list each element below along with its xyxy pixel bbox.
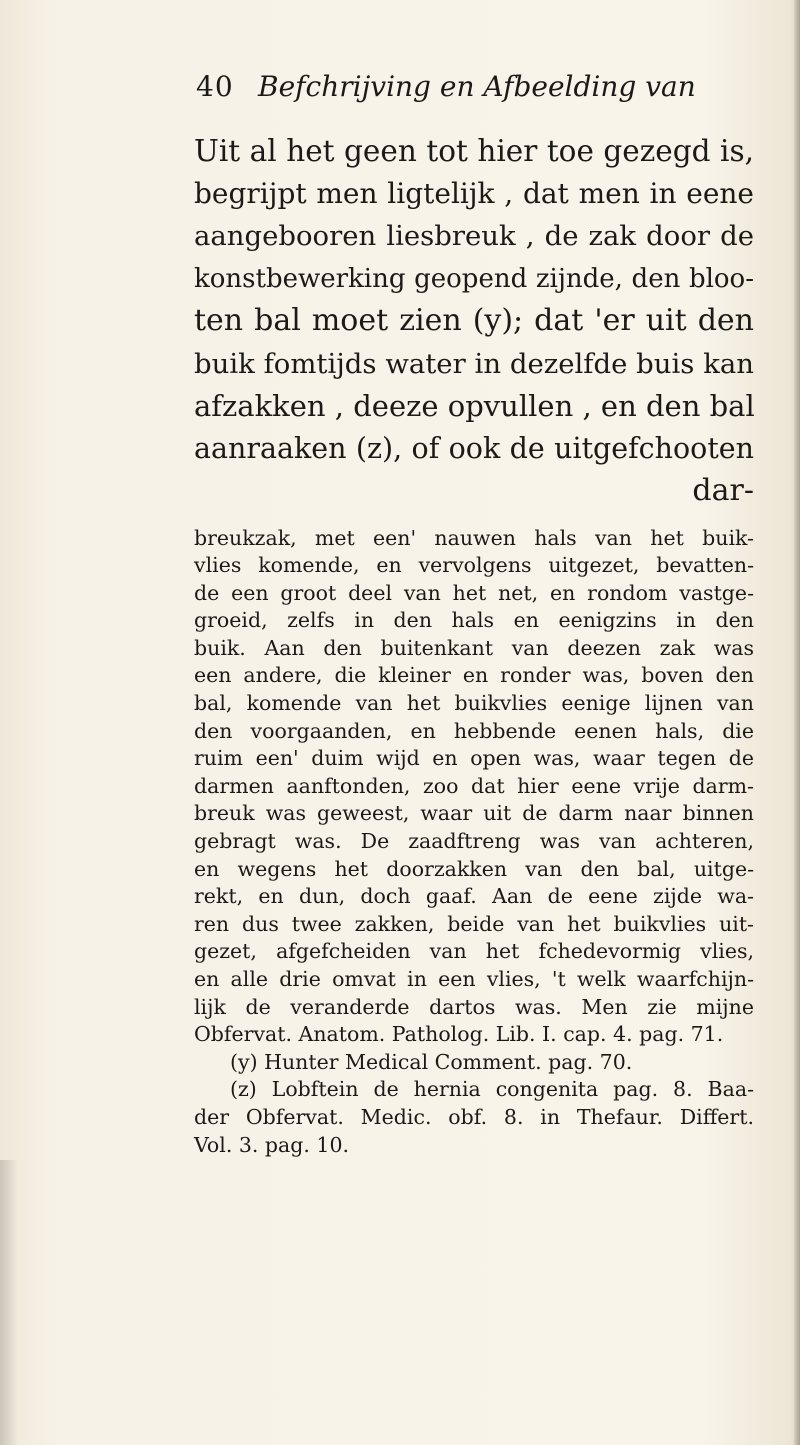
text-line: de een groot deel van het net, en rondom vastge- <box>194 580 754 605</box>
footnote-z: (z) Lobftein de hernia congenita pag. 8. Baa- <box>230 1077 754 1102</box>
text-line: ren dus twee zakken, beide van het buikvlies uit- <box>194 911 754 936</box>
page-edge <box>794 0 800 1445</box>
footnote-z-continued: der Obfervat. Medic. obf. 8. in Thefaur. Differt. <box>194 1104 754 1129</box>
text-line: Obfervat. Anatom. Patholog. Lib. I. cap. 4. pag. 71. <box>194 1022 724 1047</box>
text-line: Uit al het geen tot hier toe gezegd is, <box>194 134 754 168</box>
text-line: en wegens het doorzakken van den bal, uitge- <box>194 856 754 881</box>
footnote-y: (y) Hunter Medical Comment. pag. 70. <box>230 1049 633 1074</box>
continued-text <box>194 525 754 1049</box>
text-line: afzakken , deeze opvullen , en den bal <box>194 389 755 423</box>
footnotes <box>194 1049 754 1159</box>
text-line: en alle drie omvat in een vlies, 't welk waarfchijn- <box>194 967 754 991</box>
text-line: breuk was geweest, waar uit de darm naar binnen <box>194 801 754 826</box>
text-line: darmen aanftonden, zoo dat hier eene vrije darm- <box>194 773 754 798</box>
page-smudge <box>0 1160 18 1445</box>
text-line: buik fomtijds water in dezelfde buis kan <box>194 347 754 380</box>
text-line: vlies komende, en vervolgens uitgezet, bevatten- <box>194 553 754 578</box>
running-title: Befchrijving en Afbeelding van <box>258 70 696 103</box>
footnote-z-end: Vol. 3. pag. 10. <box>194 1132 350 1157</box>
text-line: bal, komende van het buikvlies eenige lijnen van <box>194 691 754 716</box>
text-line: buik. Aan den buitenkant van deezen zak was <box>194 635 754 660</box>
text-line: gezet, afgefcheiden van het fchedevormig vlies, <box>194 939 754 964</box>
page-number: 40 <box>196 70 234 103</box>
text-line: breukzak, met een' nauwen hals van het buik- <box>194 525 754 550</box>
text-line: den voorgaanden, en hebbende eenen hals, die <box>194 718 754 743</box>
text-line: rekt, en dun, doch gaaf. Aan de eene zijde wa- <box>194 884 754 909</box>
text-line: een andere, die kleiner en ronder was, boven den <box>194 663 754 688</box>
text-line: gebragt was. De zaadftreng was van achteren, <box>194 829 754 854</box>
page-header <box>196 70 696 106</box>
text-line: groeid, zelfs in den hals en eenigzins in den <box>194 608 754 633</box>
text-line: ruim een' duim wijd en open was, waar tegen de <box>194 746 754 771</box>
text-line: aanraaken (z), of ook de uitgefchooten <box>194 431 754 465</box>
catchword: dar- <box>692 473 754 508</box>
text-line: lijk de veranderde dartos was. Men zie mijne <box>194 994 754 1019</box>
text-line: konstbewerking geopend zijnde, den bloo- <box>194 263 754 294</box>
text-line: ten bal moet zien (y); dat 'er uit den <box>194 303 754 338</box>
text-line: begrijpt men ligtelijk , dat men in eene <box>194 176 754 210</box>
text-line: aangebooren liesbreuk , de zak door de <box>194 220 754 252</box>
body-text <box>194 130 754 1159</box>
